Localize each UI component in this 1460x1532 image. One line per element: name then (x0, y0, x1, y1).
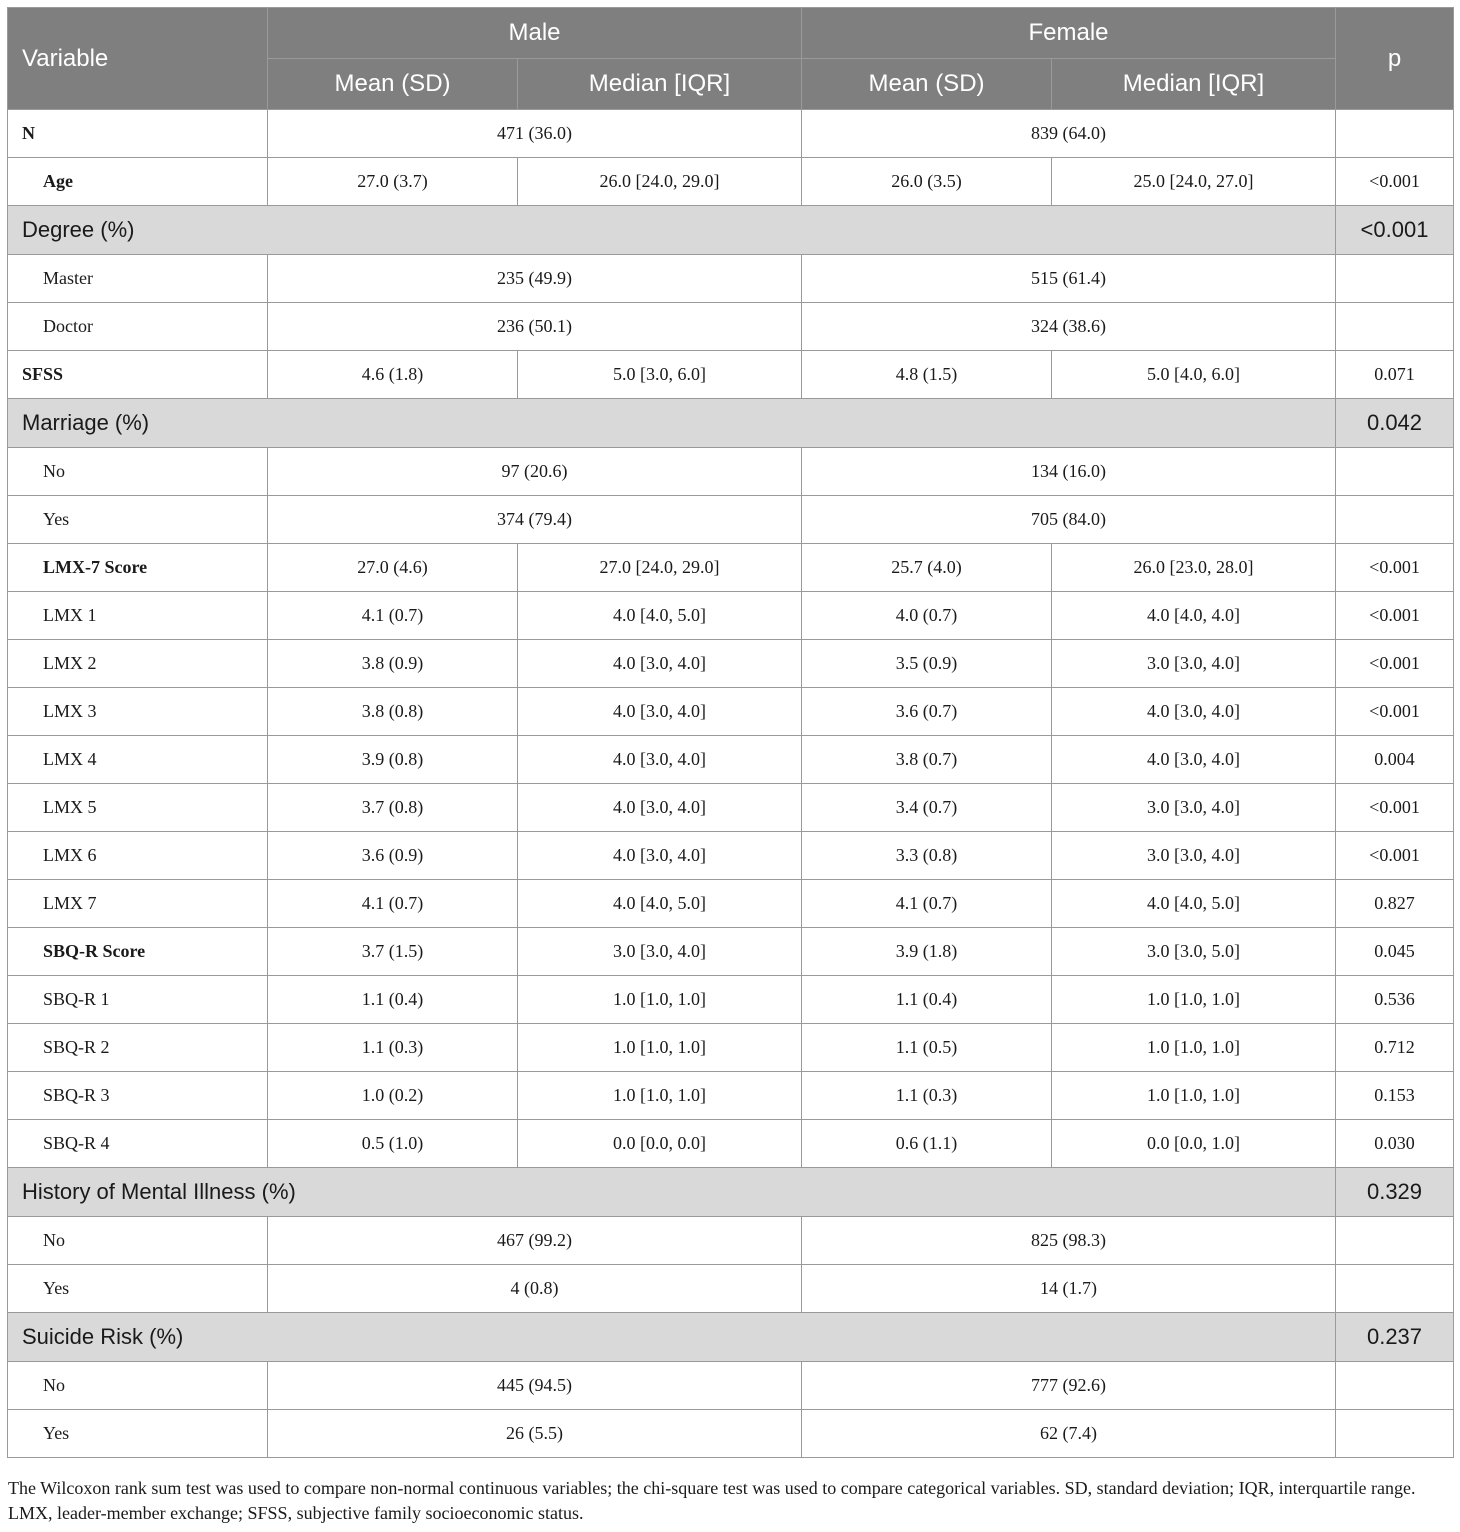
female-median-cell: 3.0 [3.0, 4.0] (1052, 784, 1336, 832)
p-value-cell: 0.045 (1336, 928, 1454, 976)
male-count-cell: 236 (50.1) (268, 303, 802, 351)
female-count-cell: 825 (98.3) (802, 1217, 1336, 1265)
header-female-median: Median [IQR] (1052, 59, 1336, 110)
p-value-cell: <0.001 (1336, 688, 1454, 736)
female-median-cell: 5.0 [4.0, 6.0] (1052, 351, 1336, 399)
male-count-cell: 467 (99.2) (268, 1217, 802, 1265)
row-label: LMX 2 (8, 640, 268, 688)
female-mean-cell: 26.0 (3.5) (802, 158, 1052, 206)
table-row (8, 1410, 1454, 1458)
female-count-cell: 777 (92.6) (802, 1362, 1336, 1410)
section-label: Degree (%) (8, 206, 1336, 255)
female-median-cell: 4.0 [4.0, 5.0] (1052, 880, 1336, 928)
male-median-cell: 27.0 [24.0, 29.0] (518, 544, 802, 592)
male-count-cell: 4 (0.8) (268, 1265, 802, 1313)
female-count-cell: 14 (1.7) (802, 1265, 1336, 1313)
row-label: No (8, 1362, 268, 1410)
row-label: Yes (8, 1265, 268, 1313)
table-row (8, 880, 1454, 928)
table-row (8, 255, 1454, 303)
p-value-cell: 0.153 (1336, 1072, 1454, 1120)
female-median-cell: 3.0 [3.0, 4.0] (1052, 640, 1336, 688)
section-label: Marriage (%) (8, 399, 1336, 448)
p-value-cell: 0.030 (1336, 1120, 1454, 1168)
row-label: LMX 3 (8, 688, 268, 736)
female-median-cell: 1.0 [1.0, 1.0] (1052, 1072, 1336, 1120)
table-row (8, 1072, 1454, 1120)
male-mean-cell: 1.1 (0.3) (268, 1024, 518, 1072)
table-row (8, 1362, 1454, 1410)
male-median-cell: 4.0 [4.0, 5.0] (518, 880, 802, 928)
header-variable: Variable (8, 8, 268, 110)
female-median-cell: 4.0 [4.0, 4.0] (1052, 592, 1336, 640)
p-value-cell: 0.004 (1336, 736, 1454, 784)
p-value-cell (1336, 110, 1454, 158)
p-value-cell: 0.042 (1336, 399, 1454, 448)
row-label: LMX 4 (8, 736, 268, 784)
female-mean-cell: 3.8 (0.7) (802, 736, 1052, 784)
female-mean-cell: 1.1 (0.4) (802, 976, 1052, 1024)
table-row (8, 544, 1454, 592)
row-label: LMX 6 (8, 832, 268, 880)
table-row (8, 303, 1454, 351)
row-label: N (8, 110, 268, 158)
p-value-cell (1336, 303, 1454, 351)
table-row (8, 1024, 1454, 1072)
table-row (8, 1217, 1454, 1265)
p-value-cell (1336, 1362, 1454, 1410)
female-count-cell: 839 (64.0) (802, 110, 1336, 158)
female-count-cell: 62 (7.4) (802, 1410, 1336, 1458)
female-mean-cell: 1.1 (0.3) (802, 1072, 1052, 1120)
row-label: LMX 5 (8, 784, 268, 832)
row-label: LMX 7 (8, 880, 268, 928)
female-count-cell: 134 (16.0) (802, 448, 1336, 496)
p-value-cell (1336, 496, 1454, 544)
table-row (8, 448, 1454, 496)
p-value-cell (1336, 1265, 1454, 1313)
header-female-mean: Mean (SD) (802, 59, 1052, 110)
table-row (8, 1265, 1454, 1313)
header-male: Male (268, 8, 802, 59)
section-row (8, 206, 1454, 255)
row-label: No (8, 1217, 268, 1265)
male-mean-cell: 3.7 (1.5) (268, 928, 518, 976)
row-label: SBQ-R 2 (8, 1024, 268, 1072)
female-median-cell: 1.0 [1.0, 1.0] (1052, 976, 1336, 1024)
table-row (8, 110, 1454, 158)
female-median-cell: 3.0 [3.0, 4.0] (1052, 832, 1336, 880)
male-mean-cell: 1.1 (0.4) (268, 976, 518, 1024)
female-median-cell: 26.0 [23.0, 28.0] (1052, 544, 1336, 592)
table-row (8, 640, 1454, 688)
male-mean-cell: 27.0 (3.7) (268, 158, 518, 206)
female-median-cell: 0.0 [0.0, 1.0] (1052, 1120, 1336, 1168)
table-row (8, 784, 1454, 832)
female-mean-cell: 1.1 (0.5) (802, 1024, 1052, 1072)
female-mean-cell: 3.5 (0.9) (802, 640, 1052, 688)
section-row (8, 1313, 1454, 1362)
table-footnote: The Wilcoxon rank sum test was used to compare non-normal continuous variables; the chi-square test was used to compare categorical variables. SD, standard deviation; IQR, interquartile range. LMX, leader-member exchange; SFSS, subjective family socioeconomic status. (8, 1478, 1416, 1523)
male-median-cell: 1.0 [1.0, 1.0] (518, 1024, 802, 1072)
table-row (8, 832, 1454, 880)
row-label: No (8, 448, 268, 496)
row-label: SBQ-R 4 (8, 1120, 268, 1168)
male-mean-cell: 3.8 (0.8) (268, 688, 518, 736)
section-label: History of Mental Illness (%) (8, 1168, 1336, 1217)
p-value-cell (1336, 1217, 1454, 1265)
p-value-cell (1336, 448, 1454, 496)
p-value-cell: 0.071 (1336, 351, 1454, 399)
male-median-cell: 26.0 [24.0, 29.0] (518, 158, 802, 206)
p-value-cell: <0.001 (1336, 206, 1454, 255)
male-mean-cell: 3.7 (0.8) (268, 784, 518, 832)
male-mean-cell: 3.8 (0.9) (268, 640, 518, 688)
female-median-cell: 1.0 [1.0, 1.0] (1052, 1024, 1336, 1072)
female-count-cell: 324 (38.6) (802, 303, 1336, 351)
female-median-cell: 4.0 [3.0, 4.0] (1052, 688, 1336, 736)
table-row (8, 976, 1454, 1024)
row-label: Doctor (8, 303, 268, 351)
header-row-groups (8, 8, 1454, 59)
female-count-cell: 515 (61.4) (802, 255, 1336, 303)
male-mean-cell: 27.0 (4.6) (268, 544, 518, 592)
male-count-cell: 471 (36.0) (268, 110, 802, 158)
row-label: Master (8, 255, 268, 303)
p-value-cell: 0.536 (1336, 976, 1454, 1024)
male-median-cell: 3.0 [3.0, 4.0] (518, 928, 802, 976)
row-label: SBQ-R 3 (8, 1072, 268, 1120)
male-mean-cell: 4.1 (0.7) (268, 592, 518, 640)
p-value-cell (1336, 1410, 1454, 1458)
p-value-cell: 0.827 (1336, 880, 1454, 928)
p-value-cell: <0.001 (1336, 640, 1454, 688)
male-median-cell: 4.0 [3.0, 4.0] (518, 832, 802, 880)
table-row (8, 592, 1454, 640)
table-row (8, 736, 1454, 784)
female-mean-cell: 3.6 (0.7) (802, 688, 1052, 736)
male-count-cell: 97 (20.6) (268, 448, 802, 496)
row-label: SBQ-R 1 (8, 976, 268, 1024)
row-label: Yes (8, 1410, 268, 1458)
female-count-cell: 705 (84.0) (802, 496, 1336, 544)
male-count-cell: 445 (94.5) (268, 1362, 802, 1410)
male-median-cell: 4.0 [3.0, 4.0] (518, 784, 802, 832)
male-median-cell: 1.0 [1.0, 1.0] (518, 976, 802, 1024)
female-mean-cell: 4.8 (1.5) (802, 351, 1052, 399)
section-row (8, 399, 1454, 448)
p-value-cell: <0.001 (1336, 832, 1454, 880)
male-mean-cell: 3.6 (0.9) (268, 832, 518, 880)
table-row (8, 928, 1454, 976)
table-row (8, 496, 1454, 544)
p-value-cell: <0.001 (1336, 784, 1454, 832)
male-median-cell: 1.0 [1.0, 1.0] (518, 1072, 802, 1120)
p-value-cell: <0.001 (1336, 592, 1454, 640)
male-median-cell: 4.0 [4.0, 5.0] (518, 592, 802, 640)
male-median-cell: 5.0 [3.0, 6.0] (518, 351, 802, 399)
table-row (8, 1120, 1454, 1168)
row-label: LMX 1 (8, 592, 268, 640)
male-count-cell: 235 (49.9) (268, 255, 802, 303)
male-count-cell: 374 (79.4) (268, 496, 802, 544)
p-value-cell: 0.237 (1336, 1313, 1454, 1362)
female-mean-cell: 0.6 (1.1) (802, 1120, 1052, 1168)
male-median-cell: 4.0 [3.0, 4.0] (518, 640, 802, 688)
female-mean-cell: 4.0 (0.7) (802, 592, 1052, 640)
table-body (8, 110, 1454, 1458)
male-median-cell: 4.0 [3.0, 4.0] (518, 736, 802, 784)
male-median-cell: 0.0 [0.0, 0.0] (518, 1120, 802, 1168)
row-label: SFSS (8, 351, 268, 399)
male-mean-cell: 3.9 (0.8) (268, 736, 518, 784)
female-mean-cell: 3.4 (0.7) (802, 784, 1052, 832)
table-row (8, 351, 1454, 399)
table-header (8, 8, 1454, 110)
table-row (8, 688, 1454, 736)
summary-table (7, 7, 1454, 1458)
male-mean-cell: 4.6 (1.8) (268, 351, 518, 399)
row-label: Age (8, 158, 268, 206)
header-male-median: Median [IQR] (518, 59, 802, 110)
row-label: LMX-7 Score (8, 544, 268, 592)
p-value-cell: <0.001 (1336, 544, 1454, 592)
p-value-cell: <0.001 (1336, 158, 1454, 206)
section-row (8, 1168, 1454, 1217)
row-label: SBQ-R Score (8, 928, 268, 976)
p-value-cell: 0.329 (1336, 1168, 1454, 1217)
section-label: Suicide Risk (%) (8, 1313, 1336, 1362)
female-mean-cell: 25.7 (4.0) (802, 544, 1052, 592)
female-median-cell: 25.0 [24.0, 27.0] (1052, 158, 1336, 206)
male-mean-cell: 0.5 (1.0) (268, 1120, 518, 1168)
female-median-cell: 4.0 [3.0, 4.0] (1052, 736, 1336, 784)
male-median-cell: 4.0 [3.0, 4.0] (518, 688, 802, 736)
row-label: Yes (8, 496, 268, 544)
male-mean-cell: 4.1 (0.7) (268, 880, 518, 928)
p-value-cell (1336, 255, 1454, 303)
male-count-cell: 26 (5.5) (268, 1410, 802, 1458)
header-p: p (1336, 8, 1454, 110)
table-row (8, 158, 1454, 206)
p-value-cell: 0.712 (1336, 1024, 1454, 1072)
female-mean-cell: 3.3 (0.8) (802, 832, 1052, 880)
female-mean-cell: 4.1 (0.7) (802, 880, 1052, 928)
female-median-cell: 3.0 [3.0, 5.0] (1052, 928, 1336, 976)
female-mean-cell: 3.9 (1.8) (802, 928, 1052, 976)
male-mean-cell: 1.0 (0.2) (268, 1072, 518, 1120)
header-male-mean: Mean (SD) (268, 59, 518, 110)
header-female: Female (802, 8, 1336, 59)
